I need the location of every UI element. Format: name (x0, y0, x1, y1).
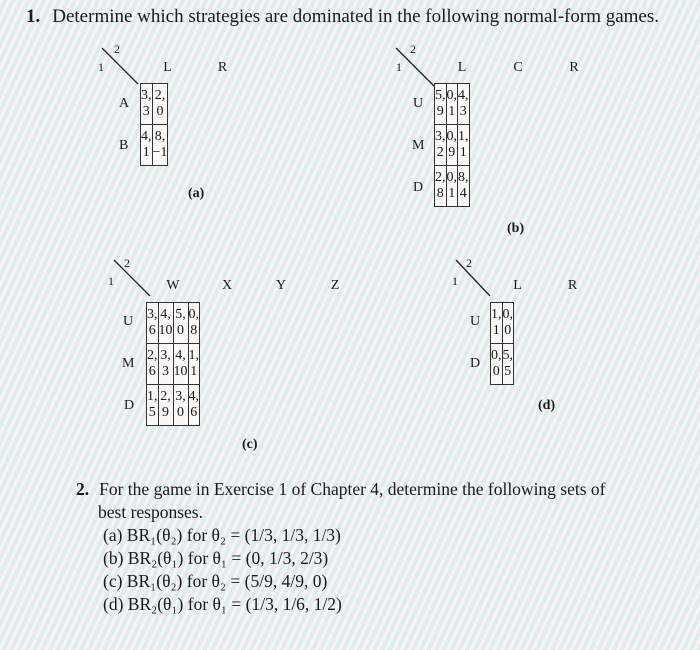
payoff-cell: 2, 8 (435, 166, 447, 207)
question-2-item: (b) BR₂(θ₁) for θ₁ = (0, 1/3, 2/3) (103, 548, 329, 568)
payoff-cell: 1, 1 (458, 125, 470, 166)
payoff-cell: 5, 9 (435, 84, 447, 125)
payoff-cell: 3, 6 (147, 303, 159, 344)
game-a-caption: (a) (188, 186, 205, 201)
game-d-col-player: 2 (466, 256, 472, 270)
question-2-item: (c) BR₁(θ₂) for θ₂ = (5/9, 4/9, 0) (103, 571, 328, 591)
game-d-col-label: R (567, 278, 578, 293)
question-1 (26, 6, 659, 28)
payoff-cell: 3, 2 (435, 125, 447, 166)
question-1-number: 1. (26, 6, 41, 27)
game-c-payoff-table (146, 302, 200, 426)
game-a-row-label: A (119, 96, 130, 111)
game-b-row-label: M (412, 138, 425, 153)
payoff-cell: 4, 10 (173, 344, 188, 385)
game-a-payoff-table (140, 83, 168, 166)
game-d-payoff-table (490, 302, 514, 385)
payoff-cell: 1, 5 (147, 385, 159, 426)
game-c-row-label: U (123, 314, 134, 329)
game-d-row-label: D (470, 356, 481, 371)
payoff-cell: 0, 9 (446, 125, 458, 166)
game-c-col-label: W (166, 278, 180, 293)
question-1-text: Determine which strategies are dominated in the following normal-form games. (52, 6, 660, 27)
game-b-caption: (b) (507, 221, 525, 236)
payoff-cell: 5, 0 (173, 303, 188, 344)
payoff-cell: 2, 9 (158, 385, 173, 426)
payoff-cell: 5, 5 (502, 344, 514, 385)
question-2-item: (d) BR₂(θ₁) for θ₁ = (1/3, 1/6, 1/2) (103, 594, 342, 614)
game-b-payoff-table (434, 83, 470, 207)
game-c-row-label: D (124, 398, 135, 413)
payoff-cell: 4, 10 (158, 303, 173, 344)
payoff-cell: 2, 6 (147, 344, 159, 385)
game-d-row-player: 1 (452, 274, 458, 288)
payoff-cell: 8, 4 (458, 166, 470, 207)
game-d-col-label: L (513, 278, 522, 293)
payoff-cell: 3, 3 (158, 344, 173, 385)
game-b-row-label: D (413, 180, 424, 195)
game-a-col-player: 2 (114, 42, 120, 56)
game-b-col-player: 2 (410, 42, 416, 56)
game-c-row-player: 1 (108, 274, 114, 288)
payoff-cell: 3, 3 (141, 84, 153, 125)
game-b-col-label: R (569, 60, 579, 75)
question-2-item: (a) BR₁(θ₂) for θ₂ = (1/3, 1/3, 1/3) (103, 525, 341, 545)
game-a-row-label: B (119, 138, 129, 153)
payoff-cell: 0, 0 (491, 344, 503, 385)
game-a-col-label: L (163, 60, 172, 75)
payoff-cell: 1, 1 (188, 344, 200, 385)
game-c-col-label: X (221, 278, 233, 293)
game-c-row-label: M (122, 356, 135, 371)
game-a-row-player: 1 (98, 60, 104, 74)
question-2-line-1 (76, 478, 646, 501)
game-b-col-label: C (513, 60, 523, 75)
question-2 (76, 478, 646, 616)
game-d-player-diagonal (452, 258, 492, 298)
game-b-col-label: L (457, 60, 467, 75)
game-c-col-player: 2 (124, 256, 130, 270)
payoff-cell: 0, 8 (188, 303, 200, 344)
game-c-col-label: Z (330, 278, 340, 293)
payoff-cell: 4, 3 (458, 84, 470, 125)
payoff-cell: 2, 0 (152, 84, 168, 125)
payoff-cell: 1, 1 (491, 303, 503, 344)
payoff-cell: 3, 0 (173, 385, 188, 426)
game-b-row-label: U (413, 96, 424, 111)
game-c-col-label: Y (275, 278, 287, 293)
payoff-cell: 0, 0 (502, 303, 514, 344)
question-2-line-2: best responses. (98, 502, 203, 522)
payoff-cell: 0, 1 (446, 166, 458, 207)
payoff-cell: 8, −1 (152, 125, 168, 166)
game-b-row-player: 1 (396, 60, 402, 74)
payoff-cell: 0, 1 (446, 84, 458, 125)
game-d-row-label: U (470, 314, 481, 329)
game-d-caption: (d) (538, 398, 556, 413)
payoff-cell: 4, 1 (141, 125, 153, 166)
question-2-text: For the game in Exercise 1 of Chapter 4, determine the following sets of (99, 479, 606, 499)
game-a-col-label: R (217, 60, 228, 75)
game-c-caption: (c) (242, 437, 258, 452)
payoff-cell: 4, 6 (188, 385, 200, 426)
question-2-number: 2. (76, 479, 90, 499)
